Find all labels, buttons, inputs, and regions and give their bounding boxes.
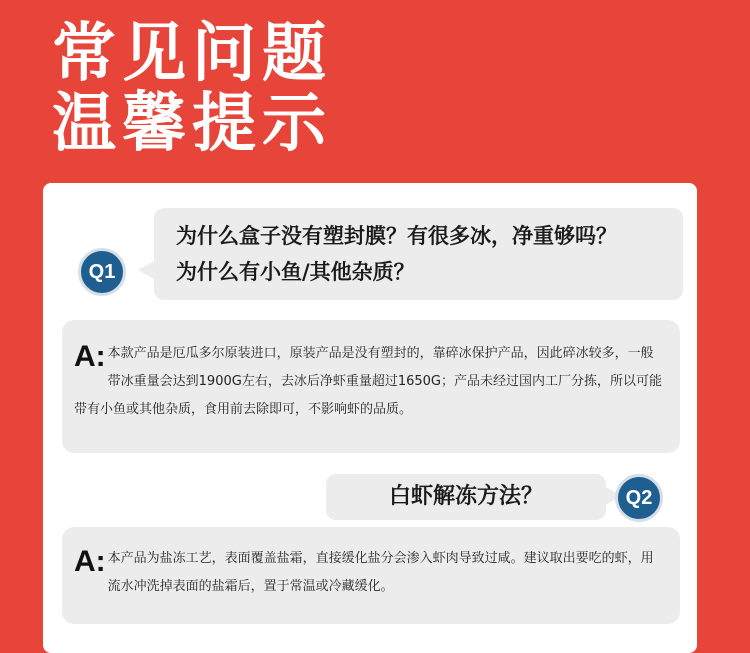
answer-2-mark: A: bbox=[74, 545, 106, 578]
question-2-bubble bbox=[326, 474, 606, 520]
answer-1-mark: A: bbox=[74, 340, 106, 373]
answer-2-box bbox=[62, 527, 680, 624]
question-1-bubble bbox=[154, 208, 683, 300]
question-2-text: 白虾解冻方法？ bbox=[388, 484, 543, 509]
title-faq: 常见问题 bbox=[52, 17, 332, 91]
question-1-line-1: 为什么盒子没有塑封膜？有很多冰，净重够吗？ bbox=[176, 224, 617, 248]
answer-1-box bbox=[62, 320, 680, 453]
q1-badge: Q1 bbox=[78, 248, 126, 296]
bubble-tail bbox=[138, 260, 156, 280]
answer-1-text: 本款产品是厄瓜多尔原装进口，原装产品是没有塑封的，靠碎冰保护产品，因此碎冰较多，一般带冰重量会达到1900G左右，去冰后净虾重量超过1650G；产品未经过国内工厂分拣，所以可能带有小鱼或其他杂质，食用前去除即可，不影响虾的品质。 bbox=[74, 346, 662, 417]
answer-2-text: 本产品为盐冻工艺，表面覆盖盐霜，直接缓化盐分会渗入虾肉导致过咸。建议取出要吃的虾，用流水冲洗掉表面的盐霜后，置于常温或冷藏缓化。 bbox=[107, 551, 654, 594]
title-tips: 温馨提示 bbox=[52, 87, 332, 161]
question-1-line-2: 为什么有小鱼/其他杂质？ bbox=[176, 260, 415, 284]
q2-badge: Q2 bbox=[615, 474, 663, 522]
